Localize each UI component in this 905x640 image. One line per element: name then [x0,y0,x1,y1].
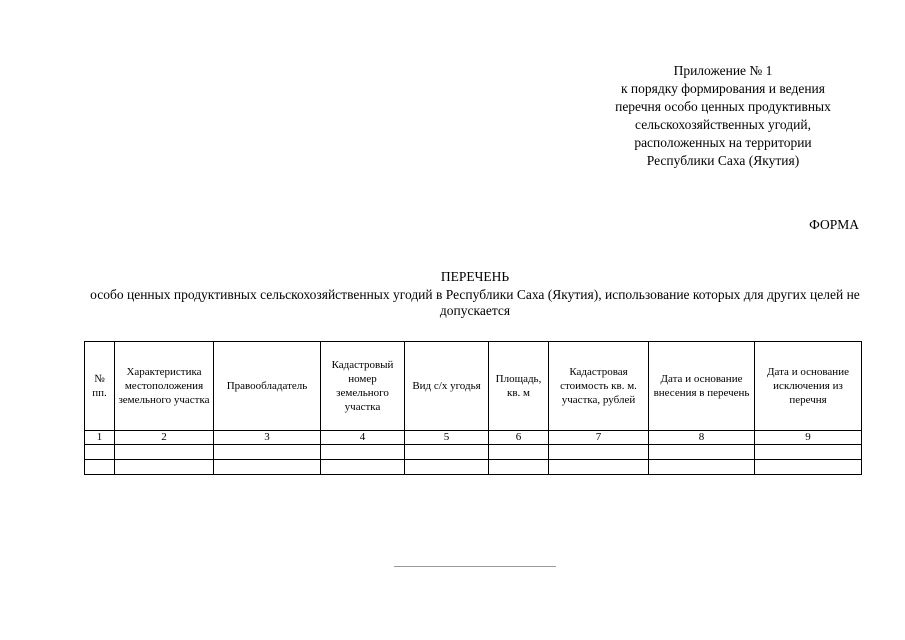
appendix-line: к порядку формирования и ведения [621,81,825,96]
column-header-exclusion: Дата и основание исключения из перечня [755,342,862,431]
appendix-line: перечня особо ценных продуктивных [615,99,831,114]
table-row [85,445,862,460]
column-header-number: № пп. [85,342,115,431]
table-row [85,460,862,475]
table-cell [549,460,649,475]
document-subtitle: особо ценных продуктивных сельскохозяйственных угодий в Республики Саха (Якутия), использование которых для других целей не допускается [90,287,860,318]
table-cell [214,460,321,475]
table-cell [321,460,405,475]
table-cell [649,460,755,475]
table-cell [405,460,489,475]
table-cell [321,445,405,460]
register-table [84,341,862,475]
appendix-line: расположенных на территории [634,135,812,150]
document-title: ПЕРЕЧЕНЬ [440,269,510,284]
table-cell [115,460,214,475]
appendix-line: Приложение № 1 [673,63,773,78]
column-header-area: Площадь, кв. м [489,342,549,431]
column-number-row [85,431,862,445]
footnote-divider [394,566,556,567]
table-cell [85,445,115,460]
column-number: 1 [85,431,115,445]
appendix-line: сельскохозяйственных угодий, [635,117,811,132]
column-number: 2 [115,431,214,445]
table-cell [489,445,549,460]
column-header-cadastral-value: Кадастровая стоимость кв. м. участка, рублей [549,342,649,431]
table-cell [405,445,489,460]
column-header-owner: Правообладатель [214,342,321,431]
table-cell [549,445,649,460]
column-number: 5 [405,431,489,445]
column-header-location: Характеристика местоположения земельного участка [115,342,214,431]
column-header-land-type: Вид с/х угодья [405,342,489,431]
column-number: 7 [549,431,649,445]
table-cell [755,460,862,475]
column-header-cadastral-number: Кадастровый номер земельного участка [321,342,405,431]
column-number: 8 [649,431,755,445]
column-number: 6 [489,431,549,445]
column-header-inclusion: Дата и основание внесения в перечень [649,342,755,431]
column-number: 9 [755,431,862,445]
appendix-line: Республики Саха (Якутия) [646,153,800,168]
form-label: ФОРМА [809,217,859,232]
table-cell [214,445,321,460]
appendix-block [588,62,858,170]
table-cell [115,445,214,460]
table-cell [649,445,755,460]
table-cell [489,460,549,475]
table-cell [85,460,115,475]
column-number: 4 [321,431,405,445]
column-number: 3 [214,431,321,445]
table-header-row [85,342,862,431]
table-cell [755,445,862,460]
